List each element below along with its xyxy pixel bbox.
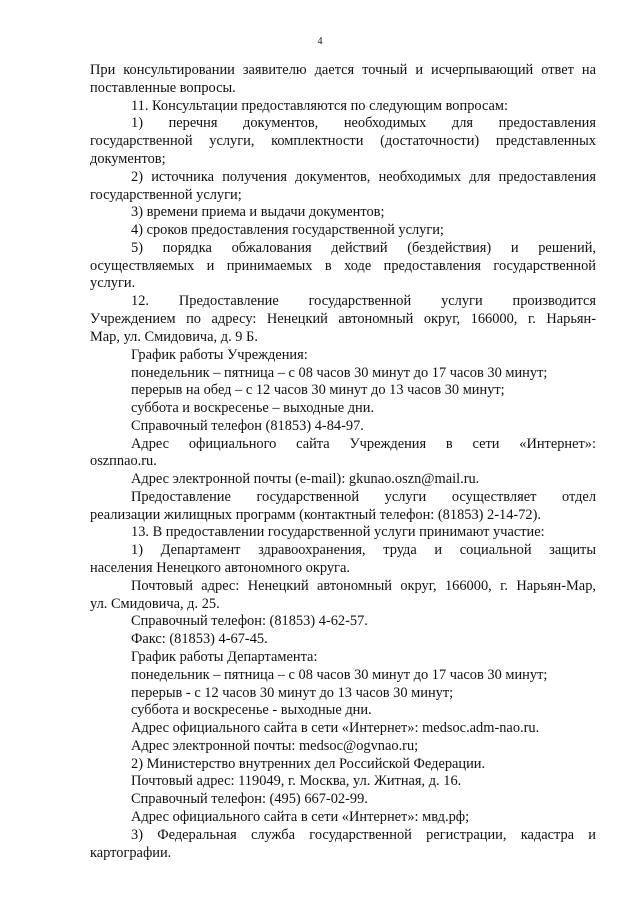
text-line: понедельник – пятница – с 08 часов 30 минут до 17 часов 30 минут; xyxy=(131,667,548,683)
text-line: понедельник – пятница – с 08 часов 30 минут до 17 часов 30 минут; xyxy=(131,365,548,381)
text-line: 4) сроков предоставления государственной услуги; xyxy=(131,222,444,238)
text-line: ул. Смидовича, д. 25. xyxy=(90,596,220,612)
text-line: 5) порядка обжалования действий (бездействия) и решений, xyxy=(131,240,596,256)
text-line: 13. В предоставлении государственной услуги принимают участие: xyxy=(131,524,545,540)
page-number: 4 xyxy=(317,36,323,47)
text-line: График работы Учреждения: xyxy=(131,347,308,363)
text-line: государственной услуги; xyxy=(90,187,242,203)
text-line: населения Ненецкого автономного округа. xyxy=(90,560,350,576)
text-line: Мар, ул. Смидовича, д. 9 Б. xyxy=(90,329,258,345)
text-line: суббота и воскресенье - выходные дни. xyxy=(131,702,372,718)
text-line: 1) перечня документов, необходимых для предоставления xyxy=(131,115,596,131)
text-line: Адрес официального сайта Учреждения в сети «Интернет»: xyxy=(131,436,596,452)
text-line: Адрес электронной почты (e-mail): gkunao.oszn@mail.ru. xyxy=(131,471,480,487)
text-line: перерыв на обед – с 12 часов 30 минут до 13 часов 30 минут; xyxy=(131,382,505,398)
text-line: При консультировании заявителю дается точный и исчерпывающий ответ на xyxy=(90,62,596,78)
text-line: 3) Федеральная служба государственной регистрации, кадастра и xyxy=(131,827,596,843)
text-line: Почтовый адрес: Ненецкий автономный округ, 166000, г. Нарьян-Мар, xyxy=(131,578,596,594)
text-line: картографии. xyxy=(90,845,172,861)
text-line: График работы Департамента: xyxy=(131,649,318,665)
text-line: поставленные вопросы. xyxy=(90,80,236,96)
text-line: 2) источника получения документов, необходимых для предоставления xyxy=(131,169,596,185)
text-line: Адрес официального сайта в сети «Интернет»: мвд.рф; xyxy=(131,809,470,825)
text-line: перерыв - с 12 часов 30 минут до 13 часов 30 минут; xyxy=(131,685,454,701)
text-line: государственной услуги, комплектности (достаточности) представленных xyxy=(90,133,596,149)
text-line: Адрес электронной почты: medsoc@ogvnao.ru; xyxy=(131,738,419,754)
text-line: 11. Консультации предоставляются по следующим вопросам: xyxy=(131,98,508,114)
text-line: Справочный телефон: (495) 667-02-99. xyxy=(131,791,368,807)
text-line: 1) Департамент здравоохранения, труда и социальной защиты xyxy=(131,542,596,558)
text-line: реализации жилищных программ (контактный телефон: (81853) 2-14-72). xyxy=(90,507,541,523)
text-line: осуществляемых и принимаемых в ходе предоставления государственной xyxy=(90,258,596,274)
text-line: Справочный телефон: (81853) 4-62-57. xyxy=(131,613,368,629)
text-line: документов; xyxy=(90,151,166,167)
text-line: Справочный телефон (81853) 4-84-97. xyxy=(131,418,364,434)
text-line: 2) Министерство внутренних дел Российской Федерации. xyxy=(131,756,486,772)
text-line: Почтовый адрес: 119049, г. Москва, ул. Житная, д. 16. xyxy=(131,773,462,789)
text-line: 3) времени приема и выдачи документов; xyxy=(131,204,385,220)
text-line: oszпnао.ru. xyxy=(90,453,157,469)
text-line: Предоставление государственной услуги осуществляет отдел xyxy=(131,489,596,505)
text-line: Адрес официального сайта в сети «Интернет»: medsoc.adm-nao.ru. xyxy=(131,720,540,736)
text-line: 12. Предоставление государственной услуги производится xyxy=(131,293,596,309)
text-line: услуги. xyxy=(90,275,136,291)
text-line: суббота и воскресенье – выходные дни. xyxy=(131,400,375,416)
text-line: Факс: (81853) 4-67-45. xyxy=(131,631,268,647)
text-line: Учреждением по адресу: Ненецкий автономный округ, 166000, г. Нарьян- xyxy=(90,311,596,327)
